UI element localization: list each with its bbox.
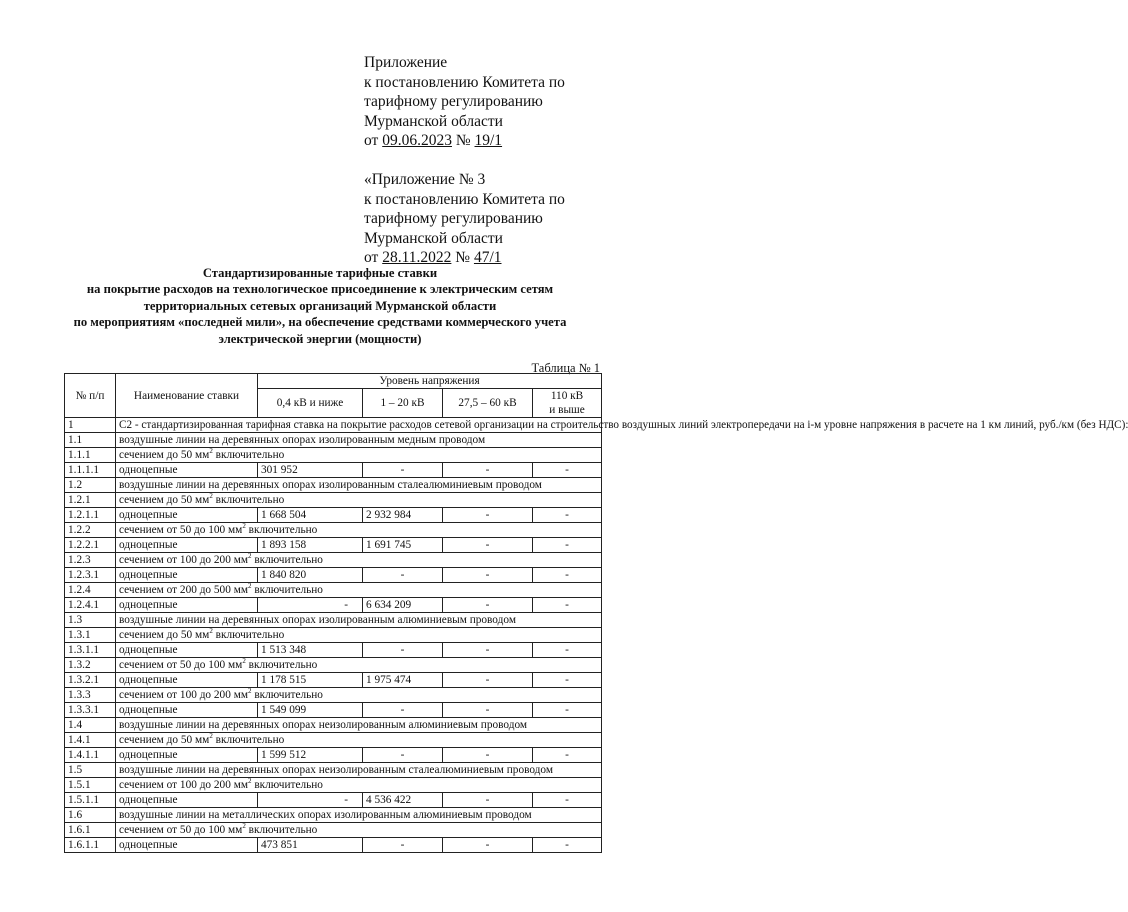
table-row [65,478,602,493]
resolution-number: 47/1 [473,249,502,267]
value-cell: - [443,673,533,688]
unit-superscript: 2 [242,657,246,666]
appendix-header [364,53,565,268]
value-cell: - [533,643,602,658]
appendix-title: «Приложение № 3 [364,170,486,188]
header-num: № п/п [65,374,116,418]
row-name: одноцепные [116,463,258,478]
table-row [65,808,602,823]
row-description [116,613,602,628]
row-description [116,523,602,538]
value-cell: - [443,838,533,853]
row-name: сечением от 100 до 200 [119,554,234,566]
value-cell: 473 851 [258,838,363,853]
row-name: сечением от 100 до 200 [119,779,234,791]
row-name: воздушные линии на деревянных опорах неизолированным алюминиевым проводом [119,719,528,731]
appendix-line: Мурманской области [364,112,503,130]
row-name-suffix: включительно [245,824,318,836]
table-row [65,598,602,613]
appendix-line: тарифному регулированию [364,93,543,111]
row-name: сечением от 50 до 100 [119,659,229,671]
value-cell: - [533,793,602,808]
value-cell: - [443,748,533,763]
row-name-suffix: включительно [251,689,323,701]
table-row [65,493,602,508]
value-cell: - [533,568,602,583]
unit-mm2: $мм^2$ [233,552,252,566]
row-name-suffix: включительно [245,524,318,536]
row-num: 1.2.2 [65,523,116,538]
unit-mm2: $мм^2$ [195,492,213,506]
table-row [65,793,602,808]
table-row [65,733,602,748]
row-name: одноцепные [116,568,258,583]
unit-mm2: $мм^2$ [228,657,246,671]
row-num: 1.2.3 [65,553,116,568]
row-num: 1.3.3.1 [65,703,116,718]
row-name: одноцепные [116,598,258,613]
header-voltage-level: Уровень напряжения [258,374,602,389]
row-num: 1.2 [65,478,116,493]
row-description [116,823,602,838]
row-description [116,478,602,493]
row-num: 1.2.1 [65,493,116,508]
table-row [65,763,602,778]
unit-superscript: 2 [209,627,213,636]
row-description [116,433,602,448]
row-description [116,553,602,568]
row-name-suffix: включительно [251,554,323,566]
value-cell: 6 634 209 [363,598,443,613]
title-line: территориальных сетевых организаций Мурманской области [143,298,497,313]
unit-superscript: 2 [242,822,246,831]
row-name-suffix: включительно [212,494,285,506]
value-cell: - [363,703,443,718]
row-num: 1.3.2.1 [65,673,116,688]
table-row [65,463,602,478]
value-cell: 1 691 745 [363,538,443,553]
table-row [65,838,602,853]
row-num: 1 [65,418,116,433]
value-cell: - [443,643,533,658]
row-num: 1.5.1.1 [65,793,116,808]
title-line: на покрытие расходов на технологическое присоединение к электрическим сетям [86,282,554,297]
row-num: 1.5 [65,763,116,778]
document-title [0,265,640,347]
table-row [65,658,602,673]
value-cell: - [258,793,363,808]
row-description [116,763,602,778]
value-cell: 2 932 984 [363,508,443,523]
row-description [116,778,602,793]
number-sign: № [451,132,475,150]
row-name: одноцепные [116,673,258,688]
appendix-title: Приложение [364,54,448,71]
row-num: 1.2.4 [65,583,116,598]
table-row [65,433,602,448]
table-row [65,718,602,733]
unit-mm2: $мм^2$ [228,522,246,536]
row-name: одноцепные [116,748,258,763]
row-name: воздушные линии на деревянных опорах изолированным алюминиевым проводом [119,614,516,626]
row-name: одноцепные [116,793,258,808]
appendix-line: к постановлению Комитета по [364,73,565,91]
row-name-suffix: включительно [212,629,285,641]
unit-superscript: 2 [242,522,246,531]
row-name: сечением от 200 до 500 [119,584,234,596]
table-row [65,568,602,583]
row-name: одноцепные [116,643,258,658]
row-num: 1.3.2 [65,658,116,673]
appendix-date-line [364,131,565,151]
row-name: сечением от 100 до 200 [119,689,234,701]
row-num: 1.3.3 [65,688,116,703]
title-line: по мероприятиям «последней мили», на обеспечение средствами коммерческого учета [73,315,567,330]
value-cell: - [363,748,443,763]
header-col-110kv-line1: 110 кВ [550,390,584,402]
table-row [65,553,602,568]
value-cell: 1 840 820 [258,568,363,583]
value-cell: - [363,838,443,853]
row-num: 1.6 [65,808,116,823]
value-cell: - [443,703,533,718]
row-num: 1.1.1.1 [65,463,116,478]
value-cell: - [533,838,602,853]
row-name: воздушные линии на деревянных опорах изолированным медным проводом [119,434,486,446]
row-num: 1.3.1 [65,628,116,643]
value-cell: 301 952 [258,463,363,478]
value-cell: - [533,703,602,718]
table-row [65,538,602,553]
row-name-suffix: включительно [212,449,285,461]
value-cell: - [533,748,602,763]
value-cell: - [533,463,602,478]
table-row [65,448,602,463]
header-col-27-60kv: 27,5 – 60 кВ [443,389,533,418]
table-row [65,523,602,538]
value-cell: - [363,568,443,583]
value-cell: - [533,673,602,688]
unit-superscript: 2 [248,687,252,696]
row-name-suffix: включительно [251,584,323,596]
row-name: сечением до 50 [119,734,196,746]
unit-mm2: $мм^2$ [195,732,213,746]
tariff-table [64,373,1128,853]
row-name-suffix: включительно [251,779,323,791]
unit-mm2: $мм^2$ [195,447,213,461]
value-cell: - [363,643,443,658]
value-cell: 1 975 474 [363,673,443,688]
row-description [116,583,602,598]
row-num: 1.4.1 [65,733,116,748]
value-cell: - [533,538,602,553]
value-cell: - [443,793,533,808]
table-row [65,613,602,628]
row-name-suffix: включительно [212,734,285,746]
row-name: воздушные линии на металлических опорах изолированным алюминиевым проводом [119,809,532,821]
row-name: одноцепные [116,508,258,523]
table-row-c2 [65,418,602,433]
header-row [65,374,602,389]
row-num: 1.2.2.1 [65,538,116,553]
unit-superscript: 2 [209,732,213,741]
number-sign: № [451,249,474,267]
table-row [65,628,602,643]
value-cell: - [443,568,533,583]
table-row [65,823,602,838]
date-prefix: от [364,249,383,267]
appendix-line: к постановлению Комитета по [364,190,565,208]
value-cell: - [443,598,533,613]
table-row [65,748,602,763]
title-line: Стандартизированные тарифные ставки [202,266,438,280]
date-prefix: от [364,132,383,150]
value-cell: 1 599 512 [258,748,363,763]
unit-superscript: 2 [248,582,252,591]
value-cell: 1 549 099 [258,703,363,718]
value-cell: - [363,463,443,478]
unit-mm2: $мм^2$ [233,777,252,791]
header-col-110kv [533,389,602,418]
value-cell: 1 178 515 [258,673,363,688]
table-row [65,643,602,658]
row-num: 1.5.1 [65,778,116,793]
row-description [116,688,602,703]
row-name: сечением до 50 [119,494,196,506]
row-num: 1.1.1 [65,448,116,463]
value-cell: - [533,598,602,613]
header-col-1-20kv: 1 – 20 кВ [363,389,443,418]
table-row [65,508,602,523]
unit-superscript: 2 [209,447,213,456]
value-cell: 1 893 158 [258,538,363,553]
row-name-suffix: включительно [245,659,318,671]
value-cell: - [533,508,602,523]
table-row [65,673,602,688]
row-name: воздушные линии на деревянных опорах изолированным сталеалюминиевым проводом [119,479,542,491]
row-num: 1.1 [65,433,116,448]
row-name: одноцепные [116,703,258,718]
unit-mm2: $мм^2$ [233,582,252,596]
row-description [116,448,602,463]
row-num: 1.2.1.1 [65,508,116,523]
appendix-line: тарифному регулированию [364,210,543,228]
unit-superscript: 2 [209,492,213,501]
row-name: сечением до 50 [119,449,196,461]
row-num: 1.4 [65,718,116,733]
value-cell: - [258,598,363,613]
unit-mm2: $мм^2$ [233,687,252,701]
table-row [65,688,602,703]
row-name: сечением от 50 до 100 [119,824,229,836]
row-num: 1.6.1 [65,823,116,838]
row-name: воздушные линии на деревянных опорах неизолированным сталеалюминиевым проводом [119,764,554,776]
table-row [65,778,602,793]
row-description [116,493,602,508]
value-cell: 1 668 504 [258,508,363,523]
row-description [116,808,602,823]
row-num: 1.2.3.1 [65,568,116,583]
row-description [116,628,602,643]
c2-description: С2 - стандартизированная тарифная ставка на покрытие расходов сетевой организации на строительство воздушных линий электропередачи на i-м уровне напряжения в расчете на 1 км линий, руб./км (без НДС): [116,418,602,433]
header-col-04kv: 0,4 кВ и ниже [258,389,363,418]
row-name: одноцепные [116,838,258,853]
unit-mm2: $мм^2$ [228,822,246,836]
unit-mm2: $мм^2$ [195,627,213,641]
row-description [116,658,602,673]
resolution-number: 19/1 [474,132,503,150]
row-description [116,718,602,733]
unit-superscript: 2 [248,777,252,786]
row-num: 1.6.1.1 [65,838,116,853]
row-num: 1.2.4.1 [65,598,116,613]
header-name: Наименование ставки [116,374,258,418]
row-num: 1.3 [65,613,116,628]
row-description [116,733,602,748]
appendix-line: Мурманской области [364,229,503,247]
value-cell: 1 513 348 [258,643,363,658]
row-name: одноцепные [116,538,258,553]
title-line: электрической энергии (мощности) [218,331,422,346]
resolution-date: 09.06.2023 [382,132,452,150]
table-row [65,583,602,598]
row-name: сечением от 50 до 100 [119,524,229,536]
table-number: Таблица № 1 [531,361,600,375]
table-row [65,703,602,718]
value-cell: - [443,463,533,478]
row-num: 1.4.1.1 [65,748,116,763]
value-cell: - [443,508,533,523]
resolution-date: 28.11.2022 [382,249,452,267]
row-num: 1.3.1.1 [65,643,116,658]
unit-superscript: 2 [248,552,252,561]
row-name: сечением до 50 [119,629,196,641]
header-col-110kv-line2: и выше [549,404,585,416]
value-cell: 4 536 422 [363,793,443,808]
value-cell: - [443,538,533,553]
